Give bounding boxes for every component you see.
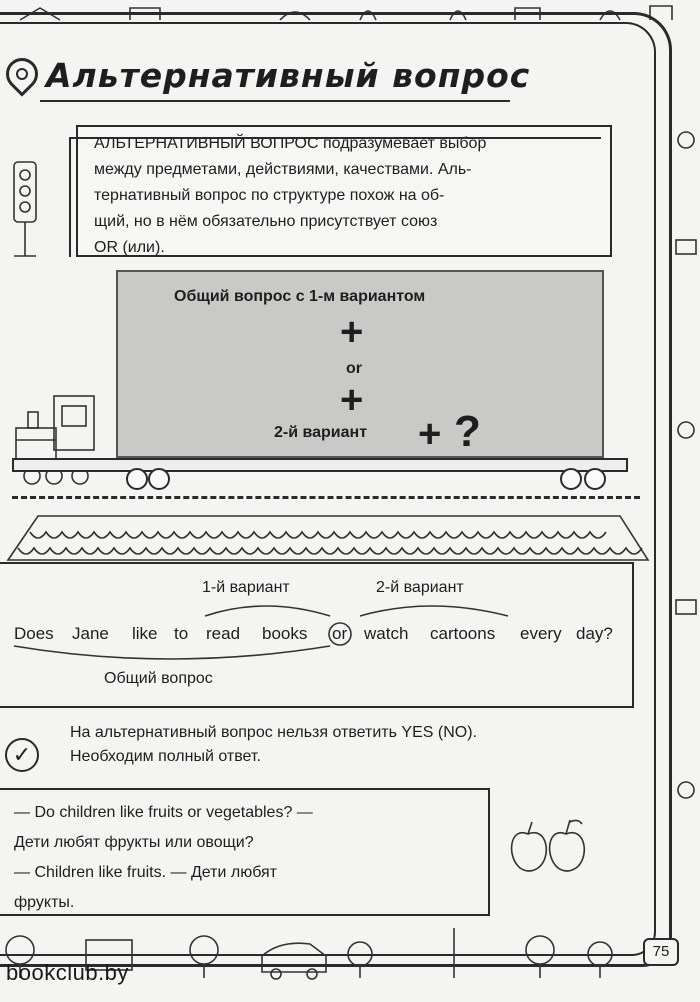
wheel-icon bbox=[148, 468, 170, 490]
formula-line-2: 2-й вариант bbox=[274, 424, 368, 441]
sentence-word: to bbox=[174, 624, 189, 643]
formula-or: or bbox=[346, 360, 362, 377]
dialog-box bbox=[0, 788, 490, 916]
variant-2-label: 2-й вариант bbox=[376, 579, 464, 596]
definition-line: тернативный вопрос по структуре похож на об- bbox=[94, 187, 445, 204]
definition-box bbox=[76, 125, 612, 257]
note-line: Необходим полный ответ. bbox=[70, 748, 261, 765]
dialog-line: фрукты. bbox=[14, 894, 75, 911]
definition-line: между предметами, действиями, качествами. Аль- bbox=[94, 161, 472, 178]
sentence-word: day? bbox=[576, 624, 613, 643]
sentence-word: cartoons bbox=[430, 624, 496, 643]
sentence-word: Does bbox=[14, 624, 54, 643]
definition-line: щий, но в нём обязательно присутствует союз bbox=[94, 213, 438, 230]
plus-icon: + bbox=[340, 378, 364, 422]
question-mark: ? bbox=[454, 407, 481, 456]
wagon-base bbox=[12, 458, 628, 472]
dialog-line: — Do children like fruits or vegetables? — bbox=[14, 804, 313, 821]
definition-line: OR (или). bbox=[94, 239, 165, 256]
variant-1-label: 1-й вариант bbox=[202, 579, 290, 596]
sentence-word: every bbox=[520, 624, 562, 643]
formula-panel bbox=[116, 270, 604, 458]
wheel-icon bbox=[584, 468, 606, 490]
wheel-icon bbox=[560, 468, 582, 490]
sentence-word: watch bbox=[364, 624, 409, 643]
page-number: 75 bbox=[643, 938, 679, 966]
title-underline bbox=[40, 100, 510, 102]
general-question-label: Общий вопрос bbox=[104, 670, 213, 687]
page-title: Альтернативный вопрос bbox=[46, 56, 531, 95]
apples-icon bbox=[504, 816, 594, 876]
plus-icon: + bbox=[418, 412, 442, 456]
sentence-word: Jane bbox=[72, 624, 109, 643]
sentence-word: like bbox=[132, 624, 158, 643]
roof-tiles bbox=[0, 512, 650, 562]
example-box bbox=[0, 562, 634, 708]
dashed-divider bbox=[12, 496, 640, 499]
dialog-line: Дети любят фрукты или овощи? bbox=[14, 834, 254, 851]
locomotive-icon bbox=[10, 390, 110, 490]
watermark: bookclub.by bbox=[6, 960, 129, 985]
sentence-word: read bbox=[206, 624, 241, 643]
formula-line-1: Общий вопрос с 1-м вариантом bbox=[174, 288, 426, 305]
sentence-word-or: or bbox=[332, 624, 348, 643]
dialog-line: — Children like fruits. — Дети любят bbox=[14, 864, 277, 881]
wheel-icon bbox=[126, 468, 148, 490]
sentence-word: books bbox=[262, 624, 308, 643]
note bbox=[70, 721, 630, 769]
note-line: На альтернативный вопрос нельзя ответить YES (NO). bbox=[70, 724, 477, 741]
definition-line: АЛЬТЕРНАТИВНЫЙ ВОПРОС подразумевает выбор bbox=[94, 135, 487, 152]
traffic-light-icon bbox=[6, 150, 46, 260]
right-doodles bbox=[672, 100, 700, 920]
plus-icon: + bbox=[340, 310, 364, 354]
checkmark-icon: ✓ bbox=[5, 738, 39, 772]
